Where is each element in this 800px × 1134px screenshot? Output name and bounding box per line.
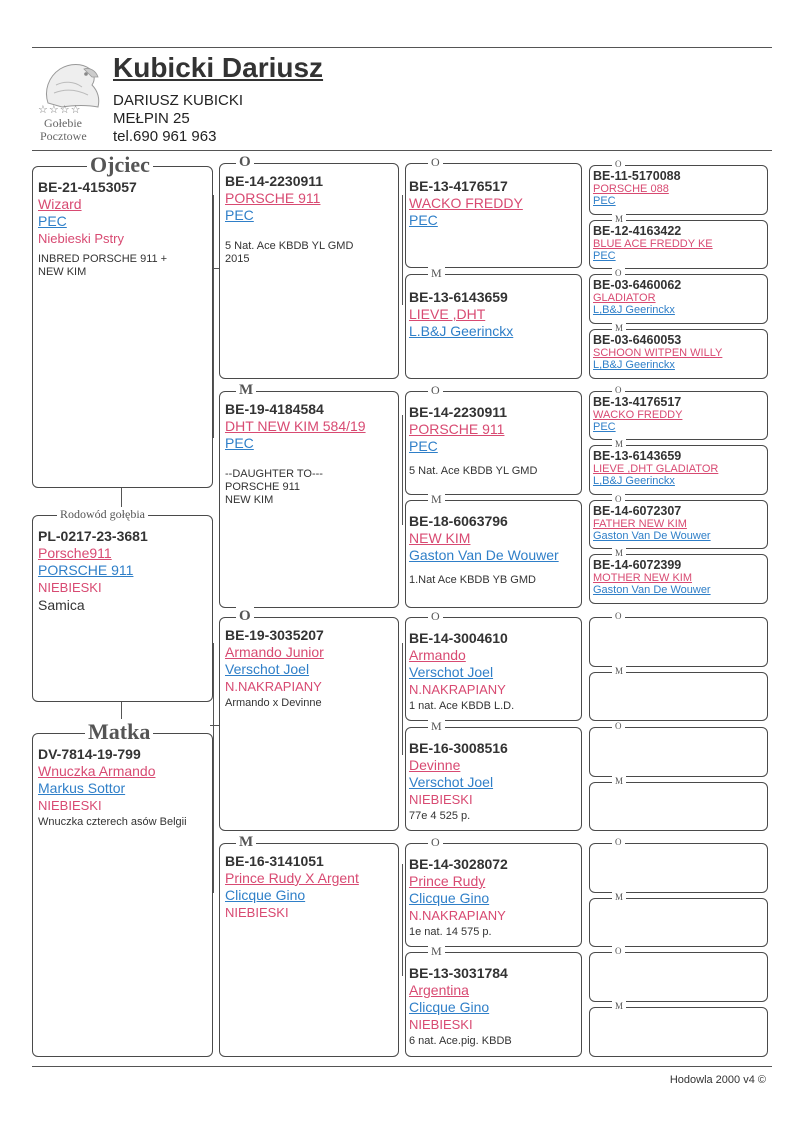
g4-breeder[interactable]: L,B&J Geerinckx	[593, 359, 675, 371]
g4-card[interactable]	[589, 159, 768, 215]
subject-color: NIEBIESKI	[38, 580, 102, 595]
dam-label: M	[428, 944, 445, 958]
g3-name[interactable]: Armando	[409, 647, 466, 663]
g4-empty-card[interactable]	[589, 892, 768, 947]
dam-label: M	[612, 1001, 626, 1011]
breeder-title: Kubicki Dariusz	[113, 52, 324, 83]
g4-name[interactable]: MOTHER NEW KIM	[593, 572, 692, 584]
sire-label: O	[612, 946, 625, 956]
g3-ring: BE-18-6063796	[409, 513, 508, 529]
g3-content	[409, 740, 577, 823]
g4-empty-card[interactable]	[589, 946, 768, 1002]
g2-name[interactable]: DHT NEW KIM 584/19	[225, 418, 366, 434]
g3-ring: BE-14-2230911	[409, 404, 508, 420]
g4-name[interactable]: FATHER NEW KIM	[593, 518, 687, 530]
logo-stars: ☆☆☆☆	[38, 104, 82, 116]
father-label: Ojciec	[87, 152, 153, 178]
g2-name[interactable]: Armando Junior	[225, 644, 324, 660]
g3-ring: BE-16-3008516	[409, 740, 508, 756]
g2-name[interactable]: Prince Rudy X Argent	[225, 870, 359, 886]
dam-label: M	[612, 666, 626, 676]
subject-ring: PL-0217-23-3681	[38, 528, 148, 544]
g2-note: --DAUGHTER TO--- PORSCHE 911 NEW KIM	[225, 468, 323, 506]
g4-name[interactable]: LIEVE ,DHT GLADIATOR	[593, 463, 719, 475]
g3-content	[409, 404, 577, 478]
sire-label: O	[236, 607, 254, 625]
connector	[402, 415, 403, 525]
g3-breeder[interactable]: Clicque Gino	[409, 890, 490, 906]
g4-name[interactable]: GLADIATOR	[593, 292, 656, 304]
g4-ring: BE-03-6460053	[593, 333, 682, 347]
dam-label: M	[428, 719, 445, 733]
subject-label: Rodowód gołębia	[57, 507, 148, 521]
g3-card[interactable]	[405, 835, 582, 947]
g3-name[interactable]: Devinne	[409, 757, 461, 773]
g3-content	[409, 965, 577, 1048]
sire-label: O	[612, 159, 625, 169]
top-rule	[32, 47, 772, 48]
g2-card[interactable]	[219, 608, 399, 831]
sire-label: O	[612, 611, 625, 621]
g3-ring: BE-13-3031784	[409, 965, 508, 981]
g4-empty-card[interactable]	[589, 611, 768, 667]
footer-rule	[32, 1066, 772, 1067]
g4-breeder[interactable]: PEC	[593, 421, 616, 433]
logo-text-2: Pocztowe	[40, 129, 87, 143]
father-breeder[interactable]: PEC	[38, 213, 67, 229]
logo	[34, 55, 106, 145]
subject-breeder[interactable]: PORSCHE 911	[38, 562, 134, 578]
g2-card[interactable]	[219, 834, 399, 1057]
g4-empty-card[interactable]	[589, 837, 768, 893]
subject-card[interactable]	[32, 507, 213, 702]
g3-color: N.NAKRAPIANY	[409, 682, 506, 697]
g2-color: NIEBIESKI	[225, 905, 289, 920]
g3-breeder[interactable]: Verschot Joel	[409, 774, 494, 790]
g3-content	[409, 513, 577, 587]
g3-card[interactable]	[405, 383, 582, 495]
g4-content	[593, 395, 763, 433]
connector	[402, 864, 403, 976]
g4-card[interactable]	[589, 439, 768, 495]
g3-content	[409, 289, 577, 340]
g3-note: 77e 4 525 p.	[409, 810, 471, 822]
father-color: Niebieski Pstry	[38, 231, 124, 246]
breeder-address: MEŁPIN 25	[113, 110, 190, 127]
g4-empty-card[interactable]	[589, 721, 768, 777]
g2-content	[225, 627, 394, 710]
g4-breeder[interactable]: L,B&J Geerinckx	[593, 475, 675, 487]
g3-name[interactable]: LIEVE ,DHT	[409, 306, 486, 322]
g2-breeder[interactable]: Clicque Gino	[225, 887, 306, 903]
connector	[213, 195, 214, 438]
g2-card[interactable]	[219, 382, 399, 608]
g3-breeder[interactable]: Gaston Van De Wouwer	[409, 547, 559, 563]
g3-card[interactable]	[405, 155, 582, 268]
g3-note: 1.Nat Ace KBDB YB GMD	[409, 574, 536, 586]
dam-label: M	[612, 439, 626, 449]
father-name[interactable]: Wizard	[38, 196, 82, 212]
mother-name[interactable]: Wnuczka Armando	[38, 763, 156, 779]
dam-label: M	[428, 266, 445, 280]
mother-card[interactable]	[32, 719, 213, 1057]
connector	[402, 195, 403, 305]
g2-breeder[interactable]: Verschot Joel	[225, 661, 310, 677]
dam-label: M	[428, 492, 445, 506]
g3-card[interactable]	[405, 944, 582, 1057]
g3-content	[409, 178, 577, 229]
dam-label: M	[612, 892, 626, 902]
g4-empty-card[interactable]	[589, 666, 768, 721]
g4-name[interactable]: WACKO FREDDY	[593, 409, 683, 421]
g4-ring: BE-12-4163422	[593, 224, 682, 238]
g3-card[interactable]	[405, 266, 582, 379]
g3-name[interactable]: Argentina	[409, 982, 469, 998]
dam-label: M	[612, 214, 626, 224]
g4-content	[593, 278, 763, 316]
g4-name[interactable]: BLUE ACE FREDDY KE	[593, 238, 713, 250]
g4-content	[593, 504, 763, 542]
g2-note: Armando x Devinne	[225, 697, 322, 709]
g3-card[interactable]	[405, 719, 582, 831]
mother-note: Wnuczka czterech asów Belgii	[38, 816, 187, 828]
g2-note: 5 Nat. Ace KBDB YL GMD 2015	[225, 240, 354, 265]
g4-content	[593, 333, 763, 371]
mother-ring: DV-7814-19-799	[38, 746, 141, 762]
g2-content	[225, 173, 394, 266]
g4-ring: BE-11-5170088	[593, 169, 681, 183]
g4-ring: BE-13-4176517	[593, 395, 682, 409]
subject-content	[38, 528, 208, 614]
g2-color: N.NAKRAPIANY	[225, 679, 322, 694]
sire-label: O	[612, 268, 625, 278]
mother-color: NIEBIESKI	[38, 798, 102, 813]
g3-breeder[interactable]: PEC	[409, 438, 438, 454]
sire-label: O	[612, 494, 625, 504]
g3-card[interactable]	[405, 609, 582, 721]
g4-content	[593, 558, 763, 596]
dam-label: M	[612, 323, 626, 333]
g4-card[interactable]	[589, 323, 768, 379]
g3-content	[409, 630, 577, 713]
sire-label: O	[428, 835, 443, 849]
g3-note: 1 nat. Ace KBDB L.D.	[409, 700, 515, 712]
g3-ring: BE-14-3004610	[409, 630, 508, 646]
dam-label: M	[612, 548, 626, 558]
g4-ring: BE-03-6460062	[593, 278, 682, 292]
g4-empty-card[interactable]	[589, 1001, 768, 1057]
g2-ring: BE-19-4184584	[225, 401, 324, 417]
g2-breeder[interactable]: PEC	[225, 435, 254, 451]
g4-card[interactable]	[589, 268, 768, 324]
mother-breeder[interactable]: Markus Sottor	[38, 780, 126, 796]
logo-text-1: Gołebie	[44, 116, 82, 130]
g3-content	[409, 856, 577, 939]
sire-label: O	[428, 155, 443, 169]
connector	[402, 643, 403, 755]
g3-breeder[interactable]: PEC	[409, 212, 438, 228]
g2-content	[225, 401, 394, 507]
g2-card[interactable]	[219, 154, 399, 379]
g2-ring: BE-14-2230911	[225, 173, 324, 189]
g2-content	[225, 853, 394, 921]
g2-name[interactable]: PORSCHE 911	[225, 190, 321, 206]
g4-content	[593, 169, 763, 207]
g3-color: NIEBIESKI	[409, 792, 473, 807]
sire-label: O	[428, 609, 443, 623]
g3-breeder[interactable]: Verschot Joel	[409, 664, 494, 680]
g3-color: NIEBIESKI	[409, 1017, 473, 1032]
father-ring: BE-21-4153057	[38, 179, 137, 195]
g3-name[interactable]: PORSCHE 911	[409, 421, 505, 437]
g2-ring: BE-16-3141051	[225, 853, 324, 869]
g4-breeder[interactable]: PEC	[593, 195, 616, 207]
breeder-name: DARIUSZ KUBICKI	[113, 92, 244, 109]
g4-card[interactable]	[589, 548, 768, 604]
subject-sex: Samica	[38, 597, 85, 613]
g2-ring: BE-19-3035207	[225, 627, 324, 643]
g3-name[interactable]: NEW KIM	[409, 530, 471, 546]
mother-label: Matka	[85, 719, 153, 745]
g4-card[interactable]	[589, 385, 768, 440]
dam-label: M	[236, 833, 256, 851]
sire-label: O	[612, 385, 625, 395]
g4-card[interactable]	[589, 494, 768, 549]
g4-breeder[interactable]: L,B&J Geerinckx	[593, 304, 675, 316]
g4-name[interactable]: PORSCHE 088	[593, 183, 669, 195]
g4-breeder[interactable]: PEC	[593, 250, 616, 262]
g4-ring: BE-14-6072307	[593, 504, 682, 518]
g4-card[interactable]	[589, 214, 768, 269]
g4-breeder[interactable]: Gaston Van De Wouwer	[593, 530, 711, 542]
g4-content	[593, 224, 763, 262]
father-content	[38, 179, 208, 279]
g3-card[interactable]	[405, 492, 582, 608]
g4-breeder[interactable]: Gaston Van De Wouwer	[593, 584, 711, 596]
g3-note: 6 nat. Ace.pig. KBDB	[409, 1035, 512, 1047]
subject-name[interactable]: Porsche911	[38, 545, 112, 561]
g3-ring: BE-14-3028072	[409, 856, 508, 872]
g3-ring: BE-13-6143659	[409, 289, 508, 305]
father-card[interactable]	[32, 152, 213, 488]
g3-breeder[interactable]: L.B&J Geerinckx	[409, 323, 514, 339]
g3-note: 5 Nat. Ace KBDB YL GMD	[409, 465, 538, 477]
header-rule	[32, 150, 772, 151]
breeder-phone: tel.690 961 963	[113, 128, 217, 145]
sire-label: O	[612, 721, 625, 731]
sire-label: O	[428, 383, 443, 397]
dam-label: M	[612, 776, 626, 786]
g3-ring: BE-13-4176517	[409, 178, 508, 194]
g4-content	[593, 449, 763, 487]
g4-ring: BE-13-6143659	[593, 449, 682, 463]
connector	[213, 643, 214, 893]
father-note: INBRED PORSCHE 911 + NEW KIM	[38, 253, 168, 278]
dam-label: M	[236, 381, 256, 399]
g3-breeder[interactable]: Clicque Gino	[409, 999, 490, 1015]
g3-name[interactable]: Prince Rudy	[409, 873, 486, 889]
g3-name[interactable]: WACKO FREDDY	[409, 195, 523, 211]
g2-breeder[interactable]: PEC	[225, 207, 254, 223]
mother-content	[38, 746, 208, 829]
sire-label: O	[612, 837, 625, 847]
sire-label: O	[236, 153, 254, 171]
footer-text: Hodowla 2000 v4 ©	[669, 1074, 766, 1086]
g3-note: 1e nat. 14 575 p.	[409, 926, 492, 938]
g4-empty-card[interactable]	[589, 776, 768, 831]
g4-name[interactable]: SCHOON WITPEN WILLY	[593, 347, 723, 359]
g3-color: N.NAKRAPIANY	[409, 908, 506, 923]
g4-ring: BE-14-6072399	[593, 558, 682, 572]
